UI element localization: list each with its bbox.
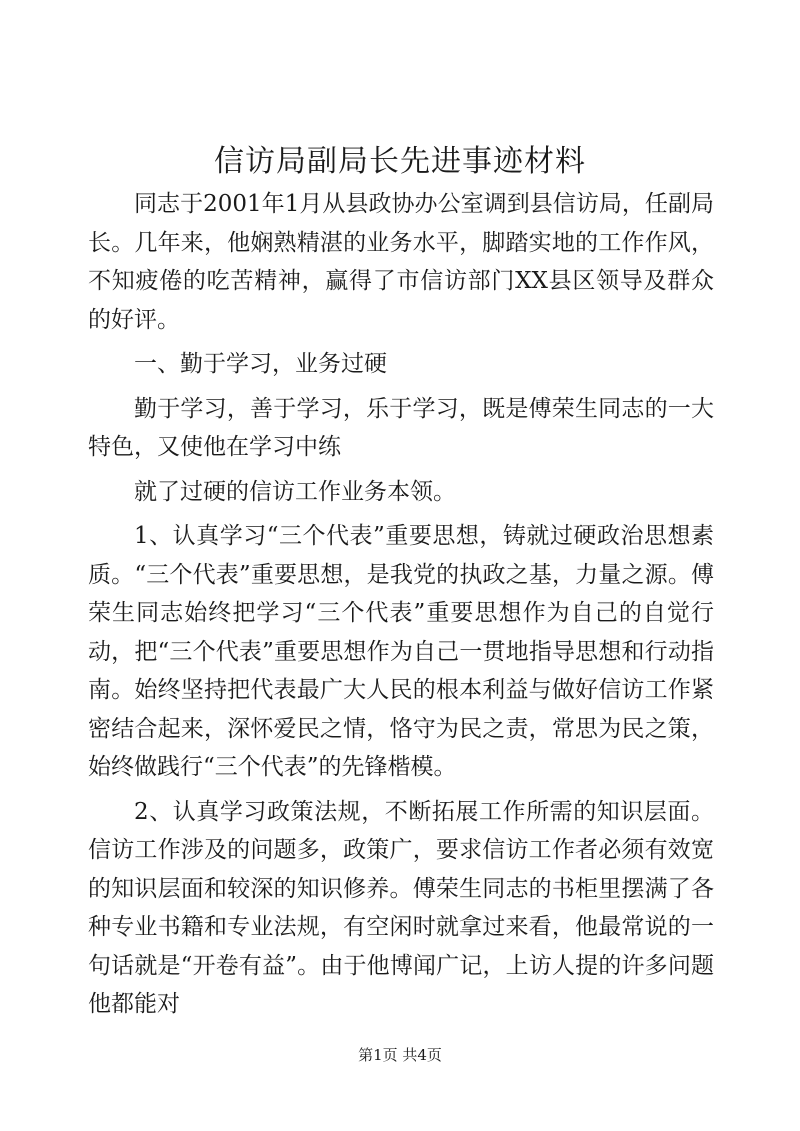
document-title: 信访局副局长先进事迹材料 xyxy=(214,144,586,179)
page-footer: 第1页 共4页 xyxy=(358,1046,442,1064)
section-heading-study: 一、勤于学习，业务过硬 xyxy=(134,351,387,377)
paragraph-point-2: 2、认真学习政策法规，不断拓展工作所需的知识层面。信访工作涉及的问题多，政策广，要求信访工作者必须有效宽的知识层面和较深的知识修养。傅荣生同志的书柜里摆满了各种专业书籍和专业法规，有空闲时就拿过来看，他最常说的一句话就是“开卷有益”。由于他博闻广记，上访人提的许多问题他都能对 xyxy=(88,798,714,1017)
paragraph-study-2: 就了过硬的信访工作业务本领。 xyxy=(134,478,456,505)
paragraph-intro: 同志于2001年1月从县政协办公室调到县信访局，任副局长。几年来，他娴熟精湛的业务水平，脚踏实地的工作作风，不知疲倦的吃苦精神，赢得了市信访部门XX县区领导及群众的好评。 xyxy=(88,191,714,333)
paragraph-point-1: 1、认真学习“三个代表”重要思想，铸就过硬政治思想素质。“三个代表”重要思想，是我党的执政之基，力量之源。傅荣生同志始终把学习“三个代表”重要思想作为自己的自觉行动，把“三个代表”重要思想作为自己一贯地指导思想和行动指南。始终坚持把代表最广大人民的根本利益与做好信访工作紧密结合起来，深怀爱民之情，恪守为民之责，常思为民之策，始终做践行“三个代表”的先锋楷模。 xyxy=(88,523,714,780)
paragraph-study-1: 勤于学习，善于学习，乐于学习，既是傅荣生同志的一大特色，又使他在学习中练 xyxy=(88,395,714,460)
document-body xyxy=(88,185,714,1030)
